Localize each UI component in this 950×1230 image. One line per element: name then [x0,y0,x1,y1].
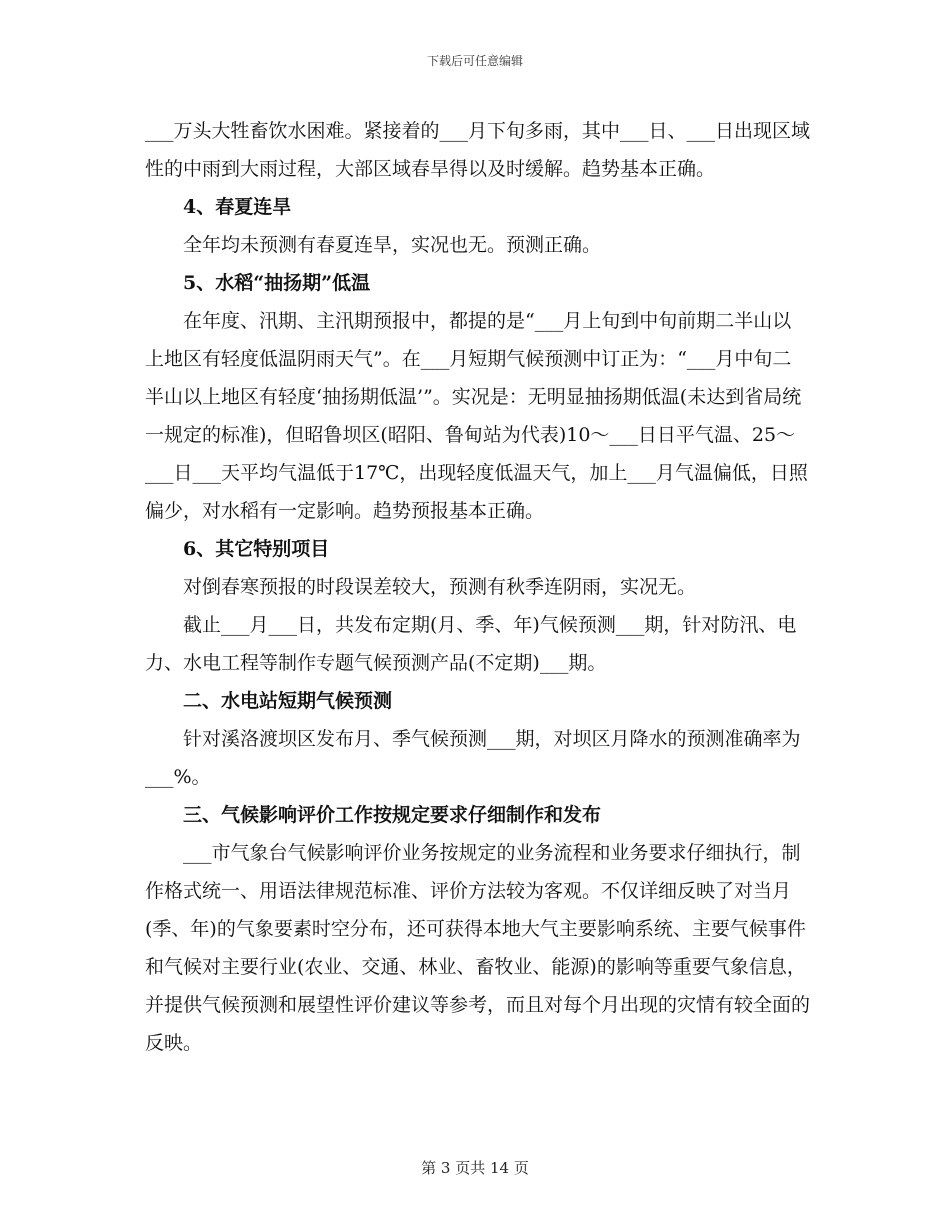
paragraph-hydropower: 针对溪洛渡坝区发布月、季气候预测___期，对坝区月降水的预测准确率为___%。 [145,728,801,788]
section-heading-other-items: 6、其它特别项目 [183,538,330,560]
page-footer: 第 3 页共 14 页 [421,1159,529,1177]
page-header: 下载后可任意编辑 [426,54,523,68]
section-heading-climate-impact: 三、气候影响评价工作按规定要求仔细制作和发布 [183,804,602,826]
section-heading-rice-low-temp: 5、水稻“抽扬期”低温 [183,272,371,294]
paragraph-rice-low-temp: 在年度、汛期、主汛期预报中，都提的是“___月上旬到中旬前期二半山以上地区有轻度低温阴雨天气”。在___月短期气候预测中订正为：“___月中旬二半山以上地区有轻度‘抽扬期低温’”。实况是：无明显抽扬期低温(未达到省局统一规定的标准)，但昭鲁坝区(昭阳、鲁甸站为代表)10～___日日平气温、25～___日___天平均气温低于17℃，出现轻度低温天气，加上___月气温偏低，日照偏少，对水稻有一定影响。趋势预报基本正确。 [145,310,808,522]
paragraph-forecast-count: 截止___月___日，共发布定期(月、季、年)气候预测___期，针对防汛、电力、水电工程等制作专题气候预测产品(不定期)___期。 [145,614,797,674]
section-heading-spring-summer-drought: 4、春夏连旱 [183,196,292,218]
document-body [145,112,810,1062]
paragraph-drought-continuation: ___万头大牲畜饮水困难。紧接着的___月下旬多雨，其中___日、___日出现区域性的中雨到大雨过程，大部区域春旱得以及时缓解。趋势基本正确。 [145,120,811,180]
section-heading-hydropower: 二、水电站短期气候预测 [183,690,393,712]
paragraph-climate-impact: ___市气象台气候影响评价业务按规定的业务流程和业务要求仔细执行，制作格式统一、用语法律规范标准、评价方法较为客观。不仅详细反映了对当月(季、年)的气象要素时空分布，还可获得本地大气主要影响系统、主要气候事件和气候对主要行业(农业、交通、林业、畜牧业、能源)的影响等重要气象信息，并提供气候预测和展望性评价建议等参考，而且对每个月出现的灾情有较全面的反映。 [145,842,811,1054]
paragraph-spring-summer-drought: 全年均未预测有春夏连旱，实况也无。预测正确。 [183,234,602,256]
paragraph-cold-spell: 对倒春寒预报的时段误差较大，预测有秋季连阴雨，实况无。 [183,576,697,598]
